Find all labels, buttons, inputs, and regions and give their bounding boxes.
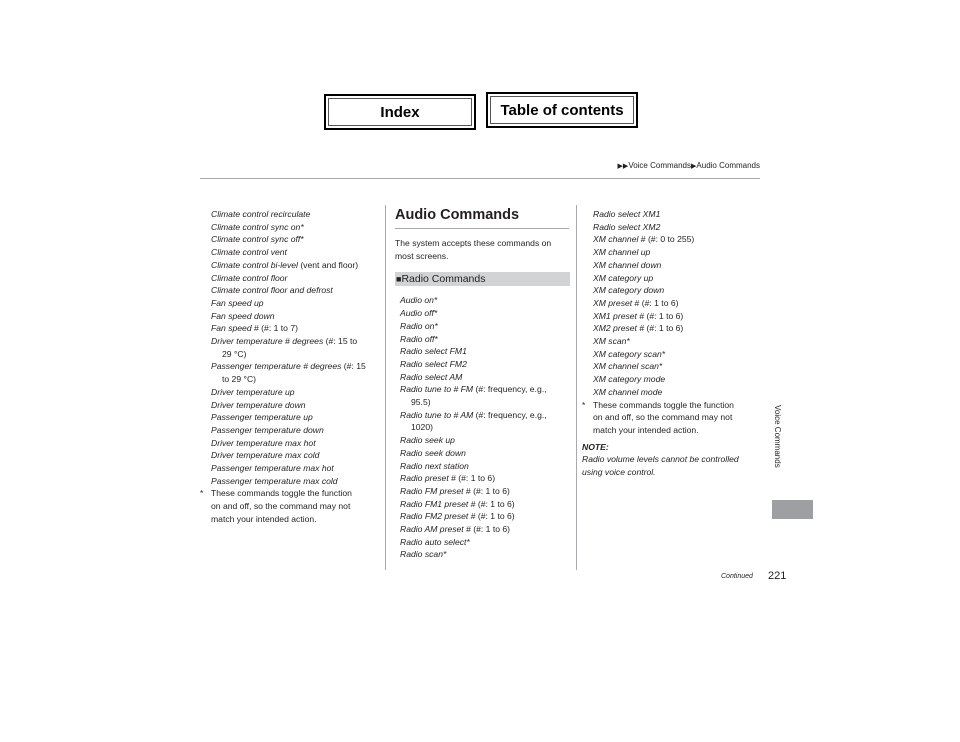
- command-text: XM1 preset: [593, 310, 637, 321]
- command-item: [400, 548, 573, 561]
- footnote-text: These commands toggle the function: [593, 399, 734, 410]
- command-text: Radio select XM1: [593, 209, 661, 219]
- command-item: [211, 259, 380, 272]
- column-divider: [576, 205, 577, 570]
- command-note: # (#: 1 to 7): [251, 323, 298, 334]
- command-text: XM preset: [593, 297, 633, 308]
- table-of-contents-button[interactable]: Table of contents: [486, 92, 638, 128]
- command-text: Passenger temperature # degrees: [211, 361, 342, 372]
- command-item: [400, 320, 573, 333]
- command-text: Radio FM preset: [400, 485, 464, 496]
- command-text: Climate control sync on*: [211, 221, 304, 232]
- note-label: NOTE:: [582, 441, 609, 452]
- command-item: [593, 272, 767, 285]
- command-text: Radio next station: [400, 460, 469, 471]
- footnote-text: match your intended action.: [211, 513, 317, 524]
- command-item: Passenger temperature down: [211, 424, 324, 435]
- command-text: Climate control vent: [211, 247, 287, 258]
- square-bullet-icon: ■: [396, 274, 402, 285]
- command-text: XM channel mode: [593, 386, 663, 397]
- command-text: Fan speed up: [211, 297, 264, 308]
- command-text: Climate control sync off*: [211, 234, 304, 245]
- command-item: [593, 360, 767, 373]
- subheading: [395, 272, 570, 286]
- command-item: [400, 294, 573, 307]
- command-note: (#: 15 to: [323, 336, 358, 347]
- command-text: Radio preset: [400, 473, 449, 484]
- command-note: # (#: 1 to 6): [463, 524, 511, 535]
- footnote-text: These commands toggle the function: [211, 488, 352, 499]
- command-text: Radio select XM2: [593, 221, 661, 232]
- command-item: [211, 272, 380, 285]
- command-note: # (#: 1 to 6): [468, 511, 515, 522]
- command-note: # (#: 1 to 6): [468, 498, 515, 509]
- command-note: to 29 °C): [222, 374, 257, 385]
- command-note: (#: frequency, e.g.,: [473, 409, 547, 420]
- command-item: [593, 233, 767, 246]
- command-item: Driver temperature down: [211, 399, 306, 410]
- command-item: [211, 297, 380, 310]
- command-item: [400, 472, 573, 485]
- command-text: Radio FM1 preset: [400, 498, 469, 509]
- breadcrumb-arrow-icon: ▶: [691, 163, 697, 170]
- command-item: [400, 510, 573, 523]
- command-item: [593, 348, 767, 361]
- intro-text: The system accepts these commands on: [395, 238, 552, 248]
- command-text: XM channel up: [593, 247, 651, 258]
- subheading-label: Radio Commands: [401, 273, 486, 286]
- footnote: [582, 399, 767, 412]
- note-text: using voice control.: [582, 467, 656, 478]
- command-item: [400, 307, 573, 320]
- command-text: XM channel: [593, 234, 639, 245]
- command-item: Driver temperature max cold: [211, 450, 320, 461]
- footnote-mark: *: [200, 488, 204, 499]
- command-item: [400, 371, 573, 384]
- command-item: [400, 358, 573, 371]
- command-item: [593, 373, 767, 386]
- footnote-text: on and off, so the command may not: [211, 501, 351, 512]
- command-text: XM category scan*: [593, 348, 666, 359]
- command-item: [211, 246, 380, 259]
- command-item: [593, 335, 767, 348]
- command-text: Radio scan*: [400, 549, 447, 560]
- command-item: [211, 322, 380, 335]
- command-text: XM category up: [593, 272, 654, 283]
- note-text: Radio volume levels cannot be controlled: [582, 454, 739, 465]
- command-note: (#: 15: [341, 361, 366, 372]
- command-item: [593, 386, 767, 399]
- command-item: [400, 498, 573, 511]
- command-item: Driver temperature max hot: [211, 437, 316, 448]
- command-item: [211, 310, 380, 323]
- command-item: [211, 233, 380, 246]
- command-text: XM scan*: [593, 336, 630, 347]
- command-text: Climate control bi-level: [211, 259, 298, 270]
- command-note: # (#: 1 to 6): [632, 297, 679, 308]
- command-text: Audio off*: [400, 308, 438, 319]
- command-item: Passenger temperature max cold: [211, 475, 338, 486]
- command-note: # (#: 1 to 6): [636, 310, 684, 321]
- command-item: [593, 297, 767, 310]
- command-text: Radio tune to # AM: [400, 409, 474, 420]
- command-text: Climate control floor: [211, 272, 288, 283]
- column-divider: [385, 205, 386, 570]
- command-item: [211, 221, 380, 234]
- command-item: Passenger temperature up: [211, 412, 313, 423]
- command-text: Radio tune to # FM: [400, 384, 474, 395]
- command-item: [593, 221, 767, 234]
- command-text: Driver temperature # degrees: [211, 336, 324, 347]
- command-note: 95.5): [411, 397, 431, 408]
- command-item: [211, 335, 380, 348]
- command-note: # (#: 1 to 6): [448, 473, 496, 484]
- footnote-text: on and off, so the command may not: [593, 412, 733, 423]
- command-text: Radio AM preset: [400, 524, 464, 535]
- command-note: 29 °C): [222, 348, 247, 359]
- command-item: [400, 333, 573, 346]
- breadcrumb: [618, 161, 760, 170]
- section-heading: Audio Commands: [395, 207, 520, 223]
- command-note: 1020): [411, 422, 433, 433]
- command-item: [400, 447, 573, 460]
- command-item: [400, 434, 573, 447]
- command-item: [593, 208, 767, 221]
- command-item: [593, 246, 767, 259]
- command-text: Climate control floor and defrost: [211, 285, 333, 296]
- command-item: [400, 523, 573, 536]
- command-text: Radio select AM: [400, 371, 463, 382]
- command-text: Fan speed: [211, 323, 252, 334]
- command-text: Fan speed down: [211, 310, 275, 321]
- command-text: Climate control recirculate: [211, 209, 311, 219]
- breadcrumb-section[interactable]: Voice Commands: [628, 161, 692, 170]
- command-item: [400, 536, 573, 549]
- command-text: Radio select FM2: [400, 358, 467, 369]
- breadcrumb-arrow-icon: ▶▶: [617, 163, 629, 170]
- command-text: XM category mode: [593, 374, 666, 385]
- side-tab-label[interactable]: Voice Commands: [773, 405, 782, 468]
- command-text: Radio off*: [400, 333, 438, 344]
- command-text: Radio auto select*: [400, 536, 470, 547]
- command-text: XM category down: [593, 285, 665, 296]
- command-item: [211, 284, 380, 297]
- right-column: [582, 208, 767, 479]
- command-text: Radio on*: [400, 320, 438, 331]
- page-number: 221: [768, 570, 787, 582]
- command-item: [211, 208, 380, 221]
- command-item: [593, 259, 767, 272]
- footnote-text: match your intended action.: [593, 424, 699, 435]
- command-text: XM channel down: [593, 259, 662, 270]
- intro-text: most screens.: [395, 250, 449, 261]
- command-text: Radio select FM1: [400, 346, 467, 357]
- command-item: Driver temperature up: [211, 386, 295, 397]
- command-item: [211, 360, 380, 373]
- index-button[interactable]: Index: [324, 94, 476, 130]
- command-text: Radio FM2 preset: [400, 511, 469, 522]
- command-text: Radio seek down: [400, 447, 466, 458]
- side-tab-marker: [772, 500, 813, 519]
- command-note: # (#: 0 to 255): [638, 234, 695, 245]
- command-item: [593, 284, 767, 297]
- command-item: [593, 310, 767, 323]
- command-text: XM2 preset: [593, 323, 637, 334]
- left-column: [200, 208, 380, 526]
- command-note: # (#: 1 to 6): [636, 323, 684, 334]
- command-item: [400, 383, 573, 396]
- command-item: Passenger temperature max hot: [211, 463, 334, 474]
- command-text: XM channel scan*: [593, 361, 663, 372]
- heading-rule: [395, 228, 569, 229]
- command-item: [400, 485, 573, 498]
- command-item: [593, 322, 767, 335]
- middle-column: [395, 205, 573, 561]
- footnote-mark: *: [582, 399, 586, 410]
- command-note: (#: frequency, e.g.,: [473, 384, 547, 395]
- command-note: # (#: 1 to 6): [463, 485, 510, 496]
- footnote: [200, 487, 380, 500]
- header-rule: [200, 178, 760, 179]
- command-note: (vent and floor): [297, 259, 359, 270]
- command-item: [400, 460, 573, 473]
- command-item: [400, 345, 573, 358]
- command-text: Audio on*: [400, 295, 438, 306]
- command-item: [400, 409, 573, 422]
- command-text: Radio seek up: [400, 435, 455, 446]
- breadcrumb-page: Audio Commands: [696, 161, 760, 170]
- continued-label: Continued: [721, 573, 753, 580]
